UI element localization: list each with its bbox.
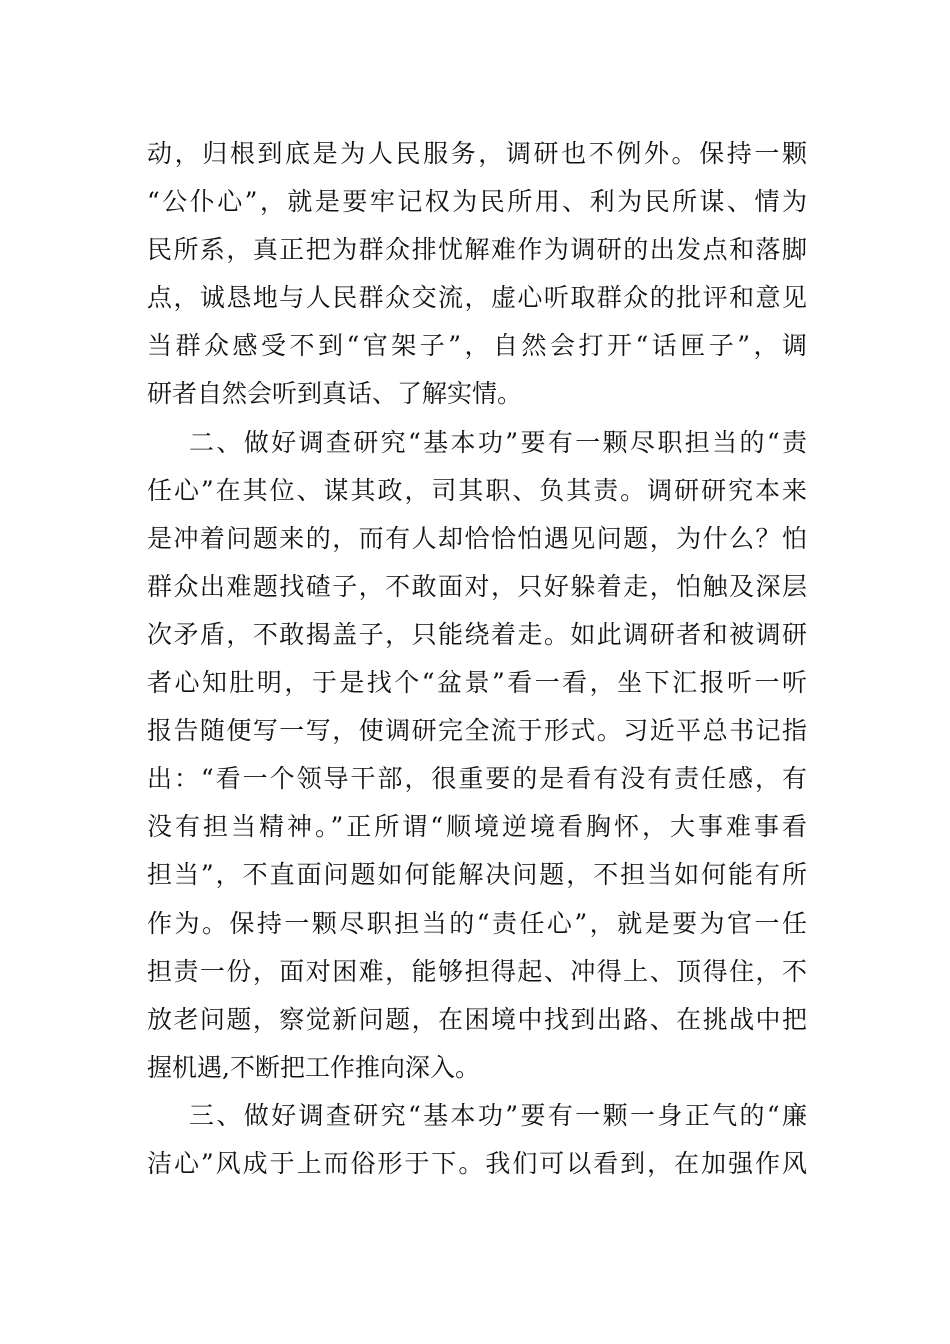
text-line: 握机遇,不断把工作推向深入。 [147, 1052, 480, 1082]
text-line: 任心”在其位、谋其政，司其职、负其责。调研研究本来 [147, 475, 807, 505]
text-line: 是冲着问题来的，而有人却恰恰怕遇见问题，为什么？怕 [147, 523, 807, 553]
text-line: 次矛盾，不敢揭盖子，只能绕着走。如此调研者和被调研 [147, 619, 807, 649]
paragraph-start-line: 三、做好调查研究“基本功”要有一颗一身正气的“廉 [189, 1100, 807, 1130]
document-body [147, 130, 807, 1188]
text-line: “公仆心”，就是要牢记权为民所用、利为民所谋、情为 [147, 187, 807, 217]
text-line: 动，归根到底是为人民服务，调研也不例外。保持一颗 [147, 139, 807, 168]
paragraph-start-line: 二、做好调查研究“基本功”要有一颗尽职担当的“责 [189, 427, 807, 457]
text-line: 研者自然会听到真话、了解实情。 [147, 379, 523, 409]
text-line: 报告随便写一写，使调研完全流于形式。习近平总书记指 [147, 716, 807, 746]
text-line: 当群众感受不到“官架子”，自然会打开“话匣子”，调 [147, 331, 807, 361]
text-line: 出：“看一个领导干部，很重要的是看有没有责任感，有 [147, 764, 807, 794]
text-line: 洁心”风成于上而俗形于下。我们可以看到，在加强作风 [147, 1148, 807, 1178]
text-line: 民所系，真正把为群众排忧解难作为调研的出发点和落脚 [147, 235, 807, 265]
text-line: 放老问题，察觉新问题，在困境中找到出路、在挑战中把 [147, 1004, 807, 1034]
text-line: 担责一份，面对困难，能够担得起、冲得上、顶得住，不 [147, 956, 807, 986]
text-line: 作为。保持一颗尽职担当的“责任心”，就是要为官一任 [147, 908, 807, 938]
text-line: 点，诚恳地与人民群众交流，虚心听取群众的批评和意见 [147, 283, 807, 313]
text-line: 没有担当精神。”正所谓“顺境逆境看胸怀，大事难事看 [147, 812, 807, 842]
text-line: 担当”，不直面问题如何能解决问题，不担当如何能有所 [147, 860, 807, 890]
text-line: 群众出难题找碴子，不敢面对，只好躲着走，怕触及深层 [147, 571, 807, 601]
text-line: 者心知肚明，于是找个“盆景”看一看，坐下汇报听一听 [147, 668, 807, 698]
